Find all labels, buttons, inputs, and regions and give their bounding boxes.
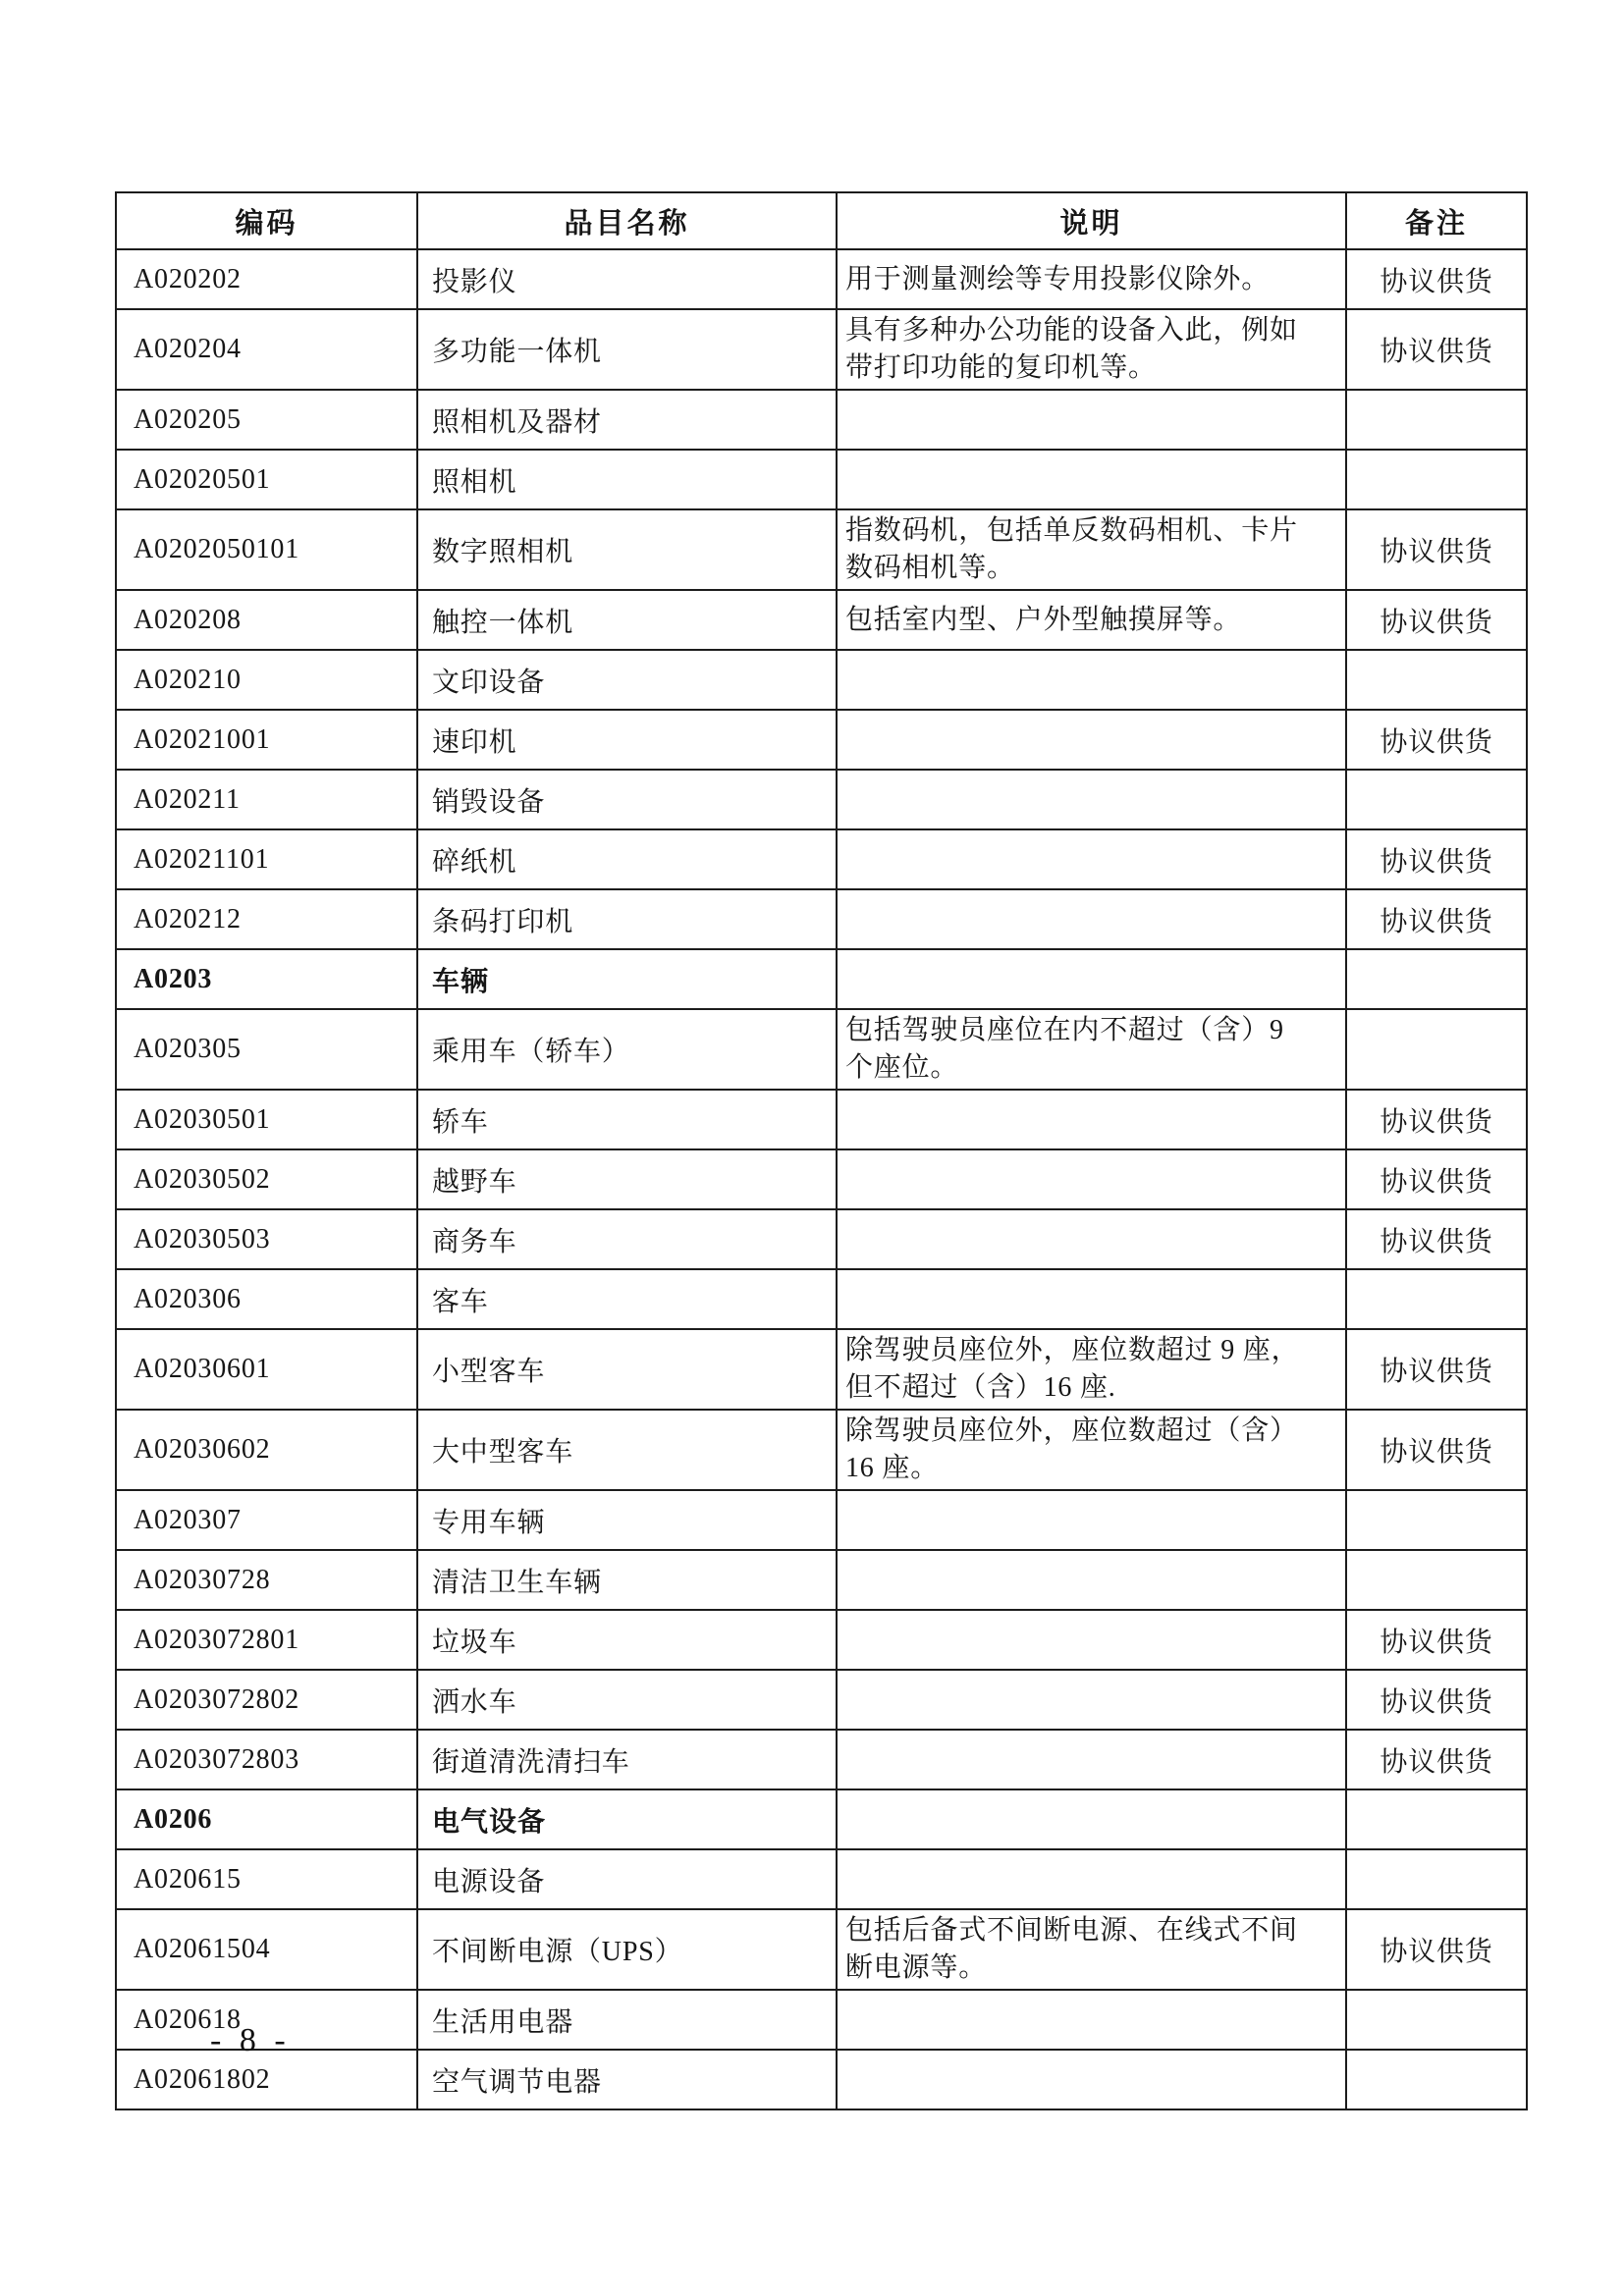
item-description-cell: [837, 1490, 1346, 1550]
item-code-cell: A0206: [116, 1789, 417, 1849]
table-row: [116, 710, 1527, 770]
table-row: [116, 249, 1527, 309]
item-code-cell: A02061802: [116, 2050, 417, 2109]
table-row: [116, 2050, 1527, 2109]
item-description-cell: 包括驾驶员座位在内不超过（含）9 个座位。: [837, 1009, 1346, 1090]
item-code-cell: A0203072801: [116, 1610, 417, 1670]
item-code-cell: A020205: [116, 390, 417, 450]
table-row: [116, 1849, 1527, 1909]
table-row: [116, 1610, 1527, 1670]
header-description: 说明: [837, 192, 1346, 249]
item-code-cell: A02030502: [116, 1149, 417, 1209]
item-description-cell: [837, 1730, 1346, 1789]
item-name-cell: 电源设备: [417, 1849, 837, 1909]
table-row: [116, 770, 1527, 829]
item-description-cell: [837, 1789, 1346, 1849]
item-code-cell: A020615: [116, 1849, 417, 1909]
table-row: [116, 1149, 1527, 1209]
table-row: [116, 1269, 1527, 1329]
item-remark-cell: [1346, 1990, 1527, 2050]
item-name-cell: 生活用电器: [417, 1990, 837, 2050]
item-name-cell: 文印设备: [417, 650, 837, 710]
item-description-cell: [837, 1090, 1346, 1149]
item-code-cell: A020202: [116, 249, 417, 309]
item-name-cell: 小型客车: [417, 1329, 837, 1410]
item-name-cell: 客车: [417, 1269, 837, 1329]
catalog-table-body: [116, 249, 1527, 2109]
page-number: - 8 -: [210, 2022, 291, 2058]
item-name-cell: 商务车: [417, 1209, 837, 1269]
item-remark-cell: 协议供货: [1346, 1909, 1527, 1990]
item-remark-cell: 协议供货: [1346, 1149, 1527, 1209]
item-code-cell: A02030728: [116, 1550, 417, 1610]
item-name-cell: 洒水车: [417, 1670, 837, 1730]
item-remark-cell: [1346, 1789, 1527, 1849]
item-name-cell: 乘用车（轿车）: [417, 1009, 837, 1090]
table-row: [116, 1990, 1527, 2050]
item-description-cell: [837, 1849, 1346, 1909]
item-code-cell: A020204: [116, 309, 417, 390]
table-row: [116, 1789, 1527, 1849]
table-row: [116, 1009, 1527, 1090]
catalog-table-container: [115, 191, 1528, 2110]
table-row: [116, 1090, 1527, 1149]
item-remark-cell: 协议供货: [1346, 1730, 1527, 1789]
item-remark-cell: 协议供货: [1346, 889, 1527, 949]
item-description-cell: 包括室内型、户外型触摸屏等。: [837, 590, 1346, 650]
item-name-cell: 销毁设备: [417, 770, 837, 829]
item-description-cell: 除驾驶员座位外，座位数超过（含）16 座。: [837, 1410, 1346, 1490]
table-row: [116, 1410, 1527, 1490]
item-code-cell: A0202050101: [116, 509, 417, 590]
item-name-cell: 照相机及器材: [417, 390, 837, 450]
header-remark: 备注: [1346, 192, 1527, 249]
item-remark-cell: 协议供货: [1346, 590, 1527, 650]
item-name-cell: 触控一体机: [417, 590, 837, 650]
table-row: [116, 1670, 1527, 1730]
table-row: [116, 509, 1527, 590]
item-code-cell: A02021001: [116, 710, 417, 770]
item-code-cell: A020306: [116, 1269, 417, 1329]
item-description-cell: 用于测量测绘等专用投影仪除外。: [837, 249, 1346, 309]
item-code-cell: A0203: [116, 949, 417, 1009]
item-name-cell: 碎纸机: [417, 829, 837, 889]
item-description-cell: [837, 450, 1346, 509]
item-code-cell: A020307: [116, 1490, 417, 1550]
table-row: [116, 1550, 1527, 1610]
item-remark-cell: 协议供货: [1346, 1209, 1527, 1269]
item-code-cell: A02030501: [116, 1090, 417, 1149]
item-description-cell: [837, 770, 1346, 829]
item-code-cell: A02021101: [116, 829, 417, 889]
item-description-cell: [837, 2050, 1346, 2109]
item-remark-cell: 协议供货: [1346, 309, 1527, 390]
table-row: [116, 450, 1527, 509]
item-remark-cell: 协议供货: [1346, 710, 1527, 770]
item-name-cell: 照相机: [417, 450, 837, 509]
item-code-cell: A02030503: [116, 1209, 417, 1269]
table-row: [116, 949, 1527, 1009]
item-name-cell: 垃圾车: [417, 1610, 837, 1670]
item-remark-cell: [1346, 650, 1527, 710]
item-remark-cell: [1346, 2050, 1527, 2109]
table-row: [116, 829, 1527, 889]
table-row: [116, 1730, 1527, 1789]
item-remark-cell: [1346, 770, 1527, 829]
table-row: [116, 390, 1527, 450]
item-code-cell: A0203072803: [116, 1730, 417, 1789]
item-name-cell: 条码打印机: [417, 889, 837, 949]
table-header-row: [116, 192, 1527, 249]
item-code-cell: A02030601: [116, 1329, 417, 1410]
item-description-cell: [837, 1269, 1346, 1329]
item-description-cell: [837, 1550, 1346, 1610]
item-remark-cell: 协议供货: [1346, 249, 1527, 309]
item-description-cell: [837, 710, 1346, 770]
item-code-cell: A020618: [116, 1990, 417, 2050]
item-description-cell: 包括后备式不间断电源、在线式不间断电源等。: [837, 1909, 1346, 1990]
table-row: [116, 1209, 1527, 1269]
item-remark-cell: 协议供货: [1346, 509, 1527, 590]
item-name-cell: 专用车辆: [417, 1490, 837, 1550]
item-description-cell: 除驾驶员座位外，座位数超过 9 座，但不超过（含）16 座.: [837, 1329, 1346, 1410]
item-remark-cell: 协议供货: [1346, 1670, 1527, 1730]
item-name-cell: 多功能一体机: [417, 309, 837, 390]
item-name-cell: 清洁卫生车辆: [417, 1550, 837, 1610]
item-code-cell: A02020501: [116, 450, 417, 509]
item-code-cell: A020210: [116, 650, 417, 710]
item-code-cell: A020211: [116, 770, 417, 829]
item-description-cell: [837, 390, 1346, 450]
item-name-cell: 数字照相机: [417, 509, 837, 590]
item-description-cell: 具有多种办公功能的设备入此，例如带打印功能的复印机等。: [837, 309, 1346, 390]
item-code-cell: A020212: [116, 889, 417, 949]
item-remark-cell: [1346, 390, 1527, 450]
item-remark-cell: [1346, 1490, 1527, 1550]
table-row: [116, 650, 1527, 710]
table-header: [116, 192, 1527, 249]
item-code-cell: A02061504: [116, 1909, 417, 1990]
table-row: [116, 889, 1527, 949]
item-remark-cell: 协议供货: [1346, 1410, 1527, 1490]
item-name-cell: 越野车: [417, 1149, 837, 1209]
item-description-cell: [837, 1610, 1346, 1670]
item-description-cell: [837, 829, 1346, 889]
item-code-cell: A020305: [116, 1009, 417, 1090]
item-name-cell: 大中型客车: [417, 1410, 837, 1490]
item-description-cell: [837, 1990, 1346, 2050]
item-name-cell: 速印机: [417, 710, 837, 770]
item-description-cell: [837, 889, 1346, 949]
table-row: [116, 1909, 1527, 1990]
table-row: [116, 309, 1527, 390]
item-description-cell: 指数码机，包括单反数码相机、卡片数码相机等。: [837, 509, 1346, 590]
table-row: [116, 1490, 1527, 1550]
item-name-cell: 车辆: [417, 949, 837, 1009]
item-description-cell: [837, 650, 1346, 710]
item-remark-cell: [1346, 1009, 1527, 1090]
item-description-cell: [837, 1149, 1346, 1209]
item-remark-cell: 协议供货: [1346, 829, 1527, 889]
item-remark-cell: [1346, 1550, 1527, 1610]
item-remark-cell: 协议供货: [1346, 1090, 1527, 1149]
item-name-cell: 电气设备: [417, 1789, 837, 1849]
table-row: [116, 1329, 1527, 1410]
item-remark-cell: [1346, 1849, 1527, 1909]
item-name-cell: 投影仪: [417, 249, 837, 309]
item-name-cell: 轿车: [417, 1090, 837, 1149]
item-description-cell: [837, 1670, 1346, 1730]
item-code-cell: A0203072802: [116, 1670, 417, 1730]
procurement-catalog-table: [115, 191, 1528, 2110]
item-description-cell: [837, 1209, 1346, 1269]
item-code-cell: A02030602: [116, 1410, 417, 1490]
item-remark-cell: 协议供货: [1346, 1329, 1527, 1410]
item-name-cell: 街道清洗清扫车: [417, 1730, 837, 1789]
item-name-cell: 不间断电源（UPS）: [417, 1909, 837, 1990]
item-name-cell: 空气调节电器: [417, 2050, 837, 2109]
header-code: 编码: [116, 192, 417, 249]
item-remark-cell: [1346, 1269, 1527, 1329]
item-description-cell: [837, 949, 1346, 1009]
item-remark-cell: [1346, 450, 1527, 509]
item-remark-cell: [1346, 949, 1527, 1009]
header-name: 品目名称: [417, 192, 837, 249]
item-remark-cell: 协议供货: [1346, 1610, 1527, 1670]
table-row: [116, 590, 1527, 650]
item-code-cell: A020208: [116, 590, 417, 650]
